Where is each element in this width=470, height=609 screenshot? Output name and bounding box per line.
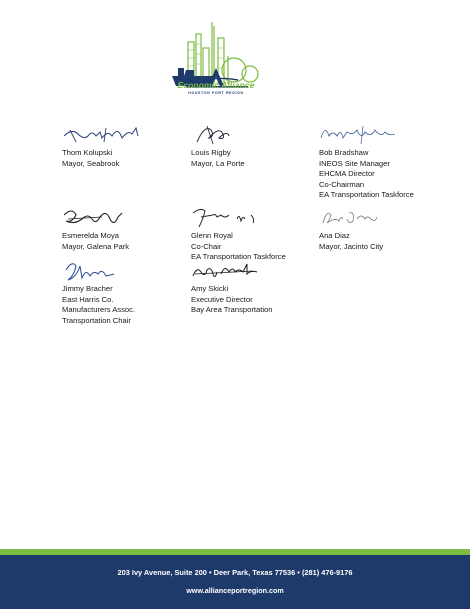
signatory-name: Jimmy Bracher <box>62 284 113 293</box>
signatory-title: East Harris Co. <box>62 294 114 304</box>
signature-block-royal <box>191 205 286 263</box>
signatory-title: INEOS Site Manager <box>319 158 390 168</box>
signature-block-kolupski <box>62 122 142 169</box>
signatory-title: Manufacturers Assoc. <box>62 305 136 314</box>
signature-block-bracher <box>62 258 135 326</box>
signature-diaz <box>319 205 381 231</box>
signatory-title: EA Transportation Taskforce <box>319 190 414 199</box>
signatory-title: Mayor, Jacinto City <box>319 241 384 251</box>
signature-kolupski <box>62 122 142 148</box>
signature-block-bradshaw <box>319 122 414 201</box>
signatory-title: Bay Area Transportation <box>191 305 273 314</box>
logo-tagline: HOUSTON PORT REGION <box>188 91 244 95</box>
signature-block-skicki <box>191 258 272 316</box>
footer-website-link[interactable]: www.allianceportregion.com <box>186 586 284 595</box>
signatory-title: Co-Chair <box>191 241 222 251</box>
signatory-name: Amy Skicki <box>191 284 229 293</box>
signature-skicki <box>191 258 261 284</box>
signature-royal <box>191 205 261 231</box>
signature-bradshaw <box>319 122 399 148</box>
signatory-title: Transportation Chair <box>62 315 131 325</box>
signatory-name: Louis Rigby <box>191 148 231 157</box>
signatory-name: Esmerelda Moya <box>62 231 119 240</box>
signature-block-moya <box>62 205 129 252</box>
signature-rigby <box>191 122 241 148</box>
signatory-name: Thom Kolupski <box>62 148 113 157</box>
footer <box>0 555 470 609</box>
signatory-title: Mayor, Seabrook <box>62 158 120 168</box>
signatory-name: Ana Diaz <box>319 231 350 240</box>
logo-name: Economic Alliance <box>177 80 255 90</box>
signatory-title: Mayor, Galena Park <box>62 241 130 251</box>
signatory-title: Executive Director <box>191 294 253 304</box>
signature-moya <box>62 205 124 231</box>
signature-bracher <box>62 258 122 284</box>
signature-block-diaz <box>319 205 383 252</box>
signatory-title: EHCMA Director <box>319 169 375 178</box>
signatory-title: Mayor, La Porte <box>191 158 245 168</box>
signatory-name: Glenn Royal <box>191 231 233 240</box>
signatory-title: Co-Chairman <box>319 179 365 189</box>
economic-alliance-logo <box>168 20 264 112</box>
signatory-title: EA Transportation Taskforce <box>191 252 286 261</box>
footer-address: 203 Ivy Avenue, Suite 200 • Deer Park, Texas 77536 • (281) 476-9176 <box>117 568 353 577</box>
signature-block-rigby <box>191 122 245 169</box>
signatory-name: Bob Bradshaw <box>319 148 369 157</box>
